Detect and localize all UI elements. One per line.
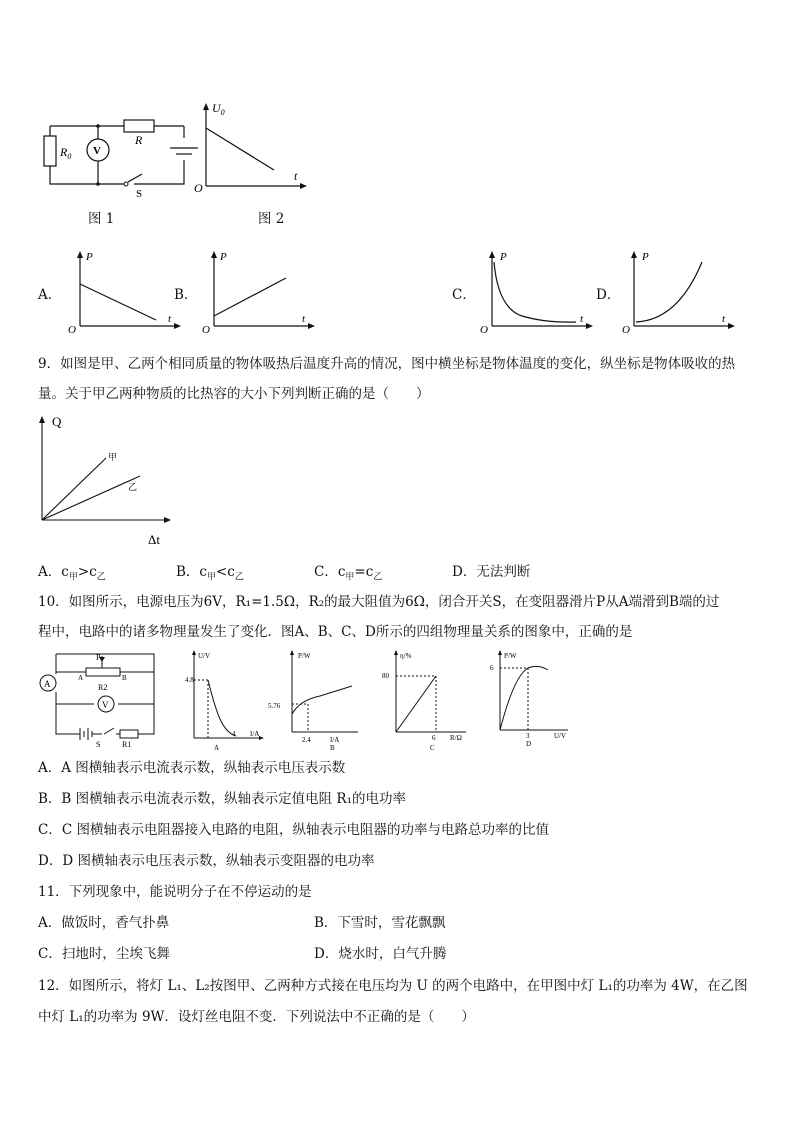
svg-text:P: P [500,251,507,263]
q9-x-label: Δt [148,532,160,547]
svg-text:3: 3 [526,732,530,740]
q11-stem: 11．下列现象中，能说明分子在不停运动的是 [38,884,312,900]
fig2-caption: 图 2 [258,211,285,227]
svg-text:O: O [622,324,630,336]
q10-circuit [36,648,160,748]
svg-text:6: 6 [490,664,494,672]
fig1-switch-label: S [136,188,143,200]
q8-option-b-label[interactable]: B． [174,287,198,303]
svg-text:t: t [302,313,306,325]
q9-stem-line1: 9．如图是甲、乙两个相同质量的物体吸热后温度升高的情况，图中横坐标是物体温度的变化，纵坐标是物体吸收的热 [38,356,736,372]
q8-fig1-circuit [38,108,198,198]
fig2-t-label: t [294,169,298,183]
svg-text:R2: R2 [98,683,108,692]
svg-text:U/V: U/V [554,732,567,740]
q8-fig2-graph [190,100,310,196]
svg-text:R1: R1 [122,740,132,749]
q11-option-b[interactable]: B．下雪时，雪花飘飘 [314,915,446,931]
q9-option-a[interactable]: A．$c_甲>c_乙$ [38,564,106,583]
q10-graph-c [382,648,472,752]
q8-option-c-label[interactable]: C． [452,287,476,303]
q8-option-d-graph[interactable] [618,248,738,334]
q10-graph-b [268,648,360,752]
q9-graph [30,412,180,552]
svg-text:I/A: I/A [330,736,340,744]
svg-text:O: O [480,324,488,336]
q9-line-yi-label: 乙 [128,482,138,492]
q8-option-a-label[interactable]: A． [38,287,62,303]
q11-option-a[interactable]: A．做饭时，香气扑鼻 [38,915,170,931]
fig1-caption: 图 1 [88,211,115,227]
fig1-r0-label: $R_0$ [60,145,72,161]
fig1-r-label: R [135,133,143,147]
svg-text:6: 6 [432,734,436,742]
svg-text:C: C [430,744,435,752]
q9-line-jia-label: 甲 [108,452,118,462]
svg-text:4.8: 4.8 [185,676,194,684]
svg-text:2.4: 2.4 [302,736,311,744]
svg-text:t: t [580,313,584,325]
q8-option-c-graph[interactable] [476,248,596,334]
q9-option-c[interactable]: C．$c_甲=c_乙$ [314,564,383,583]
svg-text:P/W: P/W [504,652,517,660]
svg-text:V: V [102,700,109,710]
svg-text:B: B [122,674,127,682]
q10-option-d[interactable]: D．D 图横轴表示电压表示数，纵轴表示变阻器的电功率 [38,853,375,869]
fig2-u0-label: $U_0$ [212,101,225,117]
q9-option-d[interactable]: D．无法判断 [452,564,531,580]
q10-stem-line2: 程中，电路中的诸多物理量发生了变化．图A、B、C、D所示的四组物理量关系的图象中，正确的是 [38,624,633,640]
svg-text:O: O [68,324,76,336]
svg-text:I/A: I/A [250,730,260,738]
q9-y-label: Q [52,414,62,429]
q10-stem-line1: 10．如图所示，电源电压为6V，R₁=1.5Ω，R₂的最大阻值为6Ω，闭合开关S，在变阻器滑片P从A端滑到B端的过 [38,594,720,610]
svg-text:U/V: U/V [198,652,211,660]
svg-text:4: 4 [232,730,236,738]
svg-text:S: S [96,740,101,749]
svg-text:A: A [78,674,84,682]
fig2-origin: O [194,181,203,195]
q10-option-c[interactable]: C．C 图横轴表示电阻器接入电路的电阻，纵轴表示电阻器的功率与电路总功率的比值 [38,822,549,838]
q10-option-b[interactable]: B．B 图横轴表示电流表示数，纵轴表示定值电阻 R₁的电功率 [38,791,406,807]
svg-text:B: B [330,744,335,752]
svg-text:R/Ω: R/Ω [450,734,462,742]
svg-text:η/%: η/% [400,652,412,660]
svg-text:P: P [96,653,101,662]
q9-stem-line2: 量。关于甲乙两种物质的比热容的大小下列判断正确的是（ ） [38,386,430,402]
q8-option-d-label[interactable]: D． [596,287,621,303]
svg-text:P: P [86,251,93,263]
svg-text:5.76: 5.76 [268,702,281,710]
q10-option-a[interactable]: A．A 图横轴表示电流表示数，纵轴表示电压表示数 [38,760,346,776]
q11-option-d[interactable]: D．烧水时，白气升腾 [314,946,447,962]
fig1-voltmeter-label: V [93,145,101,157]
svg-text:P: P [220,251,227,263]
q11-option-c[interactable]: C．扫地时，尘埃飞舞 [38,946,170,962]
svg-text:P/W: P/W [298,652,311,660]
q9-option-b[interactable]: B．$c_甲<c_乙$ [176,564,244,583]
q12-stem-line2: 中灯 L₁的功率为 9W．设灯丝电阻不变．下列说法中不正确的是（ ） [38,1009,475,1025]
svg-text:A: A [214,744,220,752]
q10-graph-a [186,648,274,752]
svg-text:t: t [722,313,726,325]
q8-option-a-graph[interactable] [64,248,184,334]
svg-text:t: t [168,313,172,325]
svg-text:O: O [202,324,210,336]
svg-text:80: 80 [382,672,389,680]
q10-graph-d [486,648,574,752]
svg-text:A: A [44,679,51,689]
q8-option-b-graph[interactable] [198,248,318,334]
q12-stem-line1: 12．如图所示，将灯 L₁、L₂按图甲、乙两种方式接在电压均为 U 的两个电路中，在甲图中灯 L₁的功率为 4W，在乙图 [38,978,748,994]
svg-text:D: D [526,740,532,748]
svg-text:P: P [642,251,649,263]
